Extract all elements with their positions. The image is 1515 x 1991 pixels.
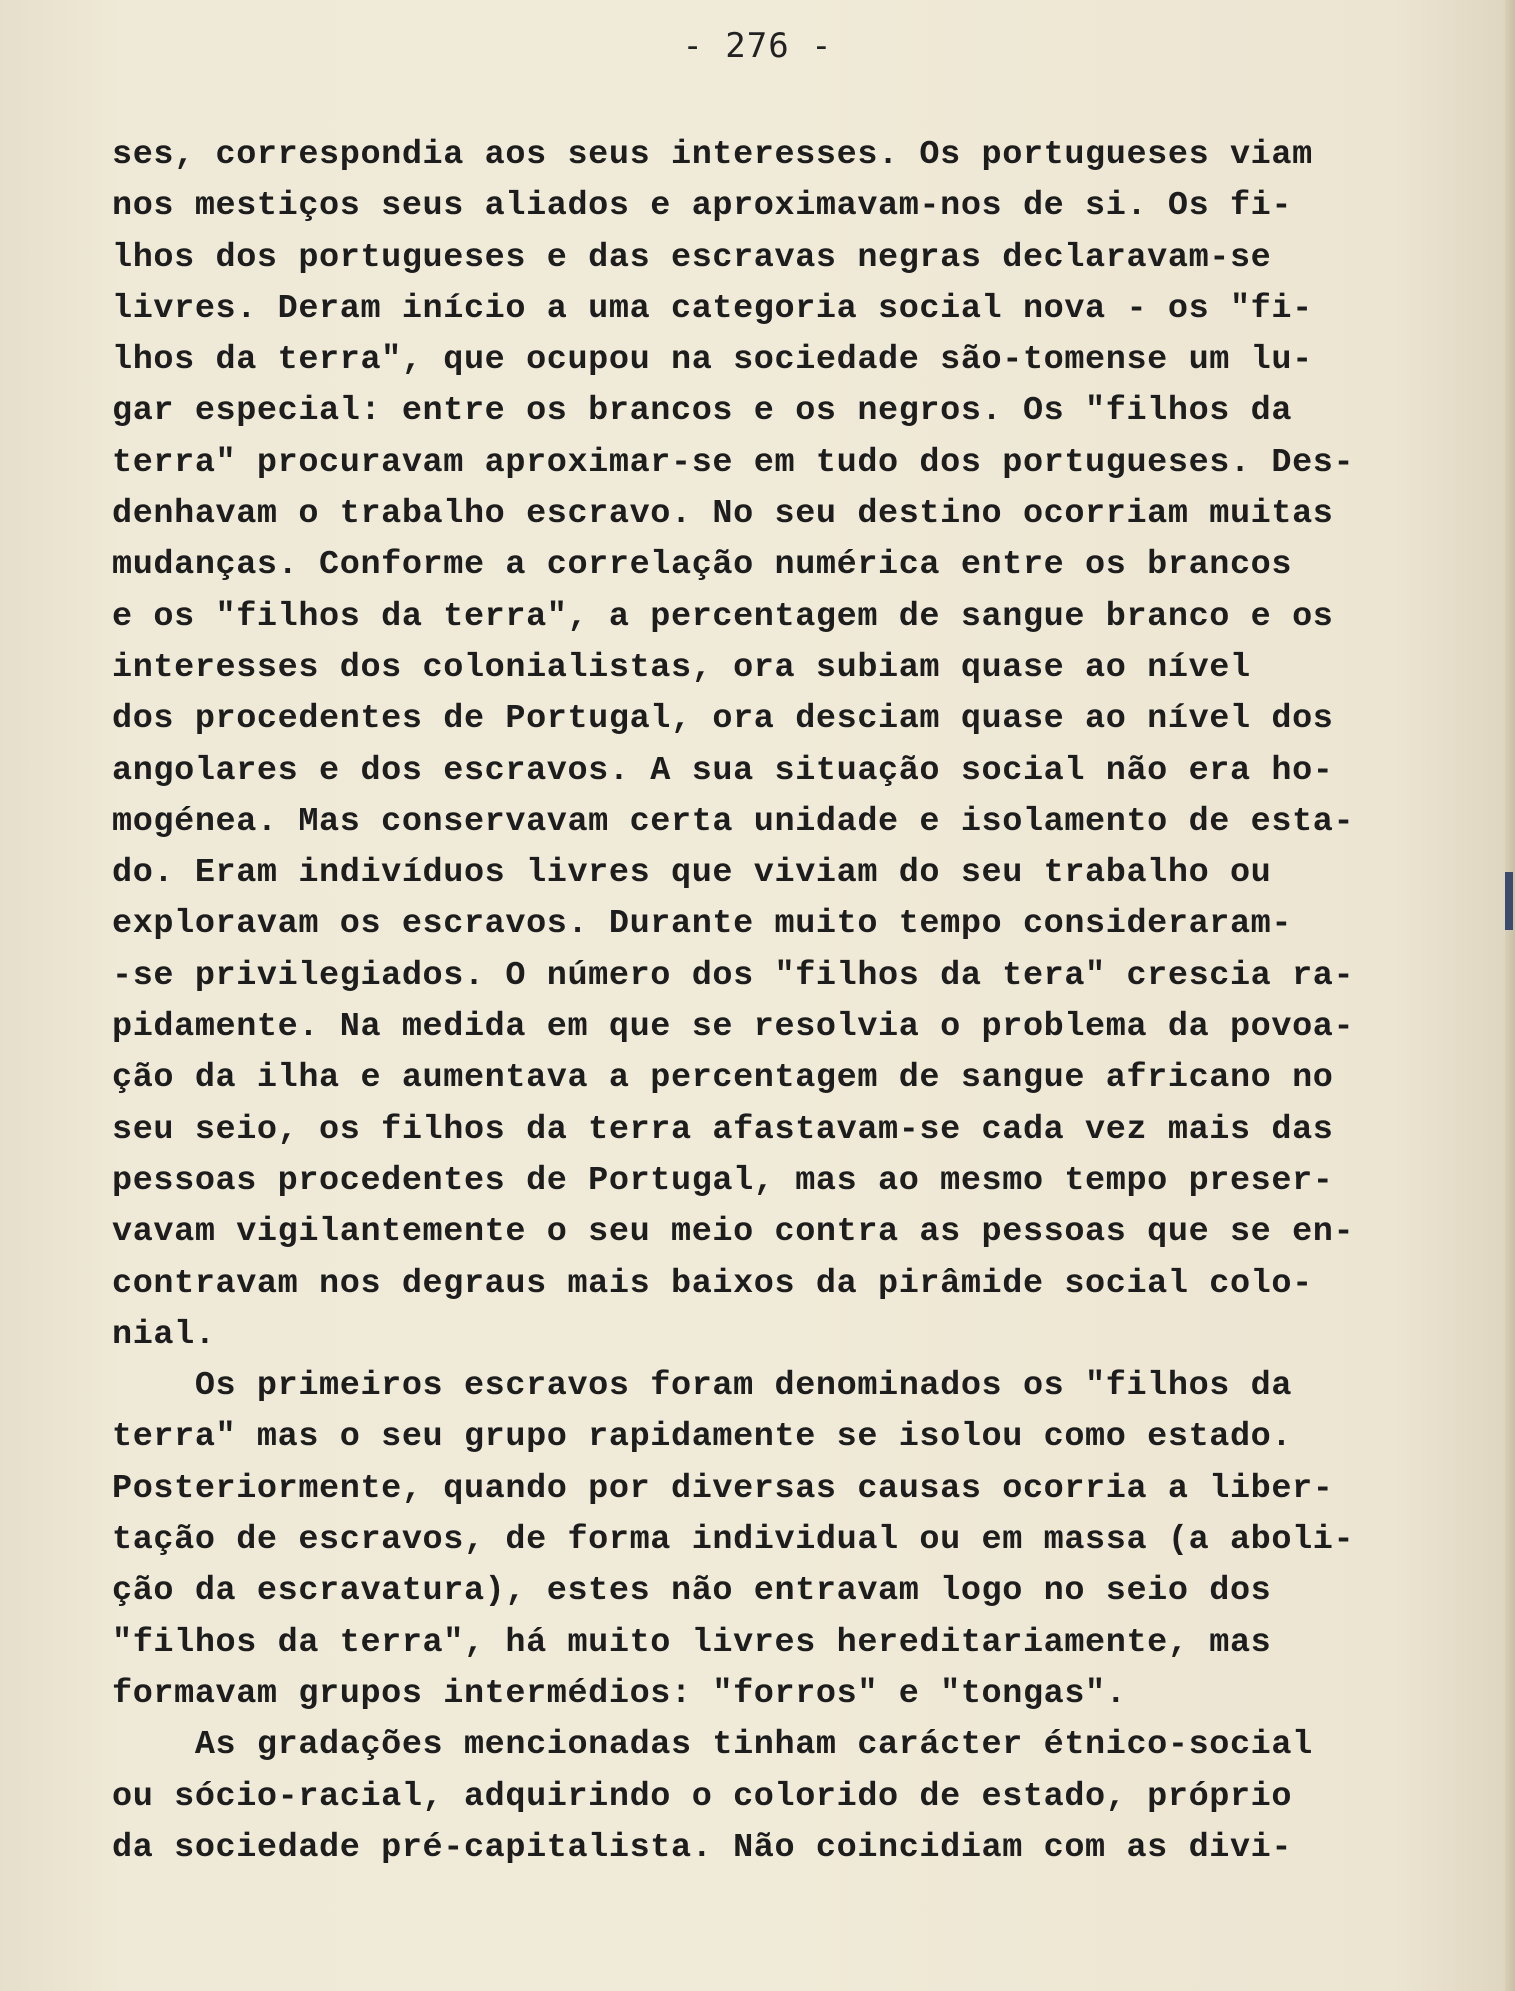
text-line: terra" mas o seu grupo rapidamente se isolou como estado.: [112, 1418, 1293, 1457]
text-line: nial.: [112, 1315, 216, 1354]
text-line: contravam nos degraus mais baixos da pirâmide social colo-: [112, 1264, 1313, 1303]
text-line: As gradações mencionadas tinham carácter étnico-social: [112, 1726, 1313, 1765]
text-line: angolares e dos escravos. A sua situação social não era ho-: [112, 751, 1334, 790]
page-number: - 276 -: [682, 26, 833, 66]
page-edge: [1505, 0, 1515, 1991]
text-line: Posteriormente, quando por diversas causas ocorria a liber-: [112, 1469, 1334, 1508]
text-line: dos procedentes de Portugal, ora desciam quase ao nível dos: [112, 700, 1334, 739]
text-line: mogénea. Mas conservavam certa unidade e isolamento de esta-: [112, 802, 1355, 841]
page-edge-tab: [1505, 872, 1513, 930]
text-line: gar especial: entre os brancos e os negros. Os "filhos da: [112, 392, 1293, 431]
text-line: e os "filhos da terra", a percentagem de sangue branco e os: [112, 597, 1334, 636]
text-line: mudanças. Conforme a correlação numérica entre os brancos: [112, 546, 1293, 585]
text-line: vavam vigilantemente o seu meio contra as pessoas que se en-: [112, 1213, 1355, 1252]
text-line: Os primeiros escravos foram denominados os "filhos da: [112, 1367, 1293, 1406]
text-line: tação de escravos, de forma individual ou em massa (a aboli-: [112, 1521, 1355, 1560]
text-line: nos mestiços seus aliados e aproximavam-nos de si. Os fi-: [112, 187, 1293, 226]
text-line: ses, correspondia aos seus interesses. Os portugueses viam: [112, 136, 1313, 174]
text-line: -se privilegiados. O número dos "filhos da tera" crescia ra-: [112, 956, 1355, 995]
text-line: lhos dos portugueses e das escravas negras declaravam-se: [112, 238, 1272, 277]
text-line: interesses dos colonialistas, ora subiam quase ao nível: [112, 648, 1251, 687]
text-line: ou sócio-racial, adquirindo o colorido de estado, próprio: [112, 1777, 1293, 1816]
text-line: exploravam os escravos. Durante muito tempo consideraram-: [112, 905, 1293, 944]
text-line: pidamente. Na medida em que se resolvia o problema da povoa-: [112, 1008, 1355, 1047]
text-line: denhavam o trabalho escravo. No seu destino ocorriam muitas: [112, 495, 1334, 534]
text-line: do. Eram indivíduos livres que viviam do seu trabalho ou: [112, 854, 1272, 893]
text-line: livres. Deram início a uma categoria social nova - os "fi-: [112, 289, 1313, 328]
text-line: seu seio, os filhos da terra afastavam-se cada vez mais das: [112, 1110, 1334, 1149]
text-line: "filhos da terra", há muito livres hereditariamente, mas: [112, 1623, 1272, 1662]
text-line: terra" procuravam aproximar-se em tudo dos portugueses. Des-: [112, 443, 1355, 482]
text-line: da sociedade pré-capitalista. Não coincidiam com as divi-: [112, 1828, 1293, 1867]
text-line: pessoas procedentes de Portugal, mas ao mesmo tempo preser-: [112, 1161, 1334, 1200]
text-line: formavam grupos intermédios: "forros" e "tongas".: [112, 1674, 1127, 1713]
text-line: ção da ilha e aumentava a percentagem de sangue africano no: [112, 1059, 1334, 1098]
text-line: lhos da terra", que ocupou na sociedade são-tomense um lu-: [112, 341, 1313, 380]
text-line: ção da escravatura), estes não entravam logo no seio dos: [112, 1572, 1272, 1611]
body-text: [112, 130, 1392, 1874]
